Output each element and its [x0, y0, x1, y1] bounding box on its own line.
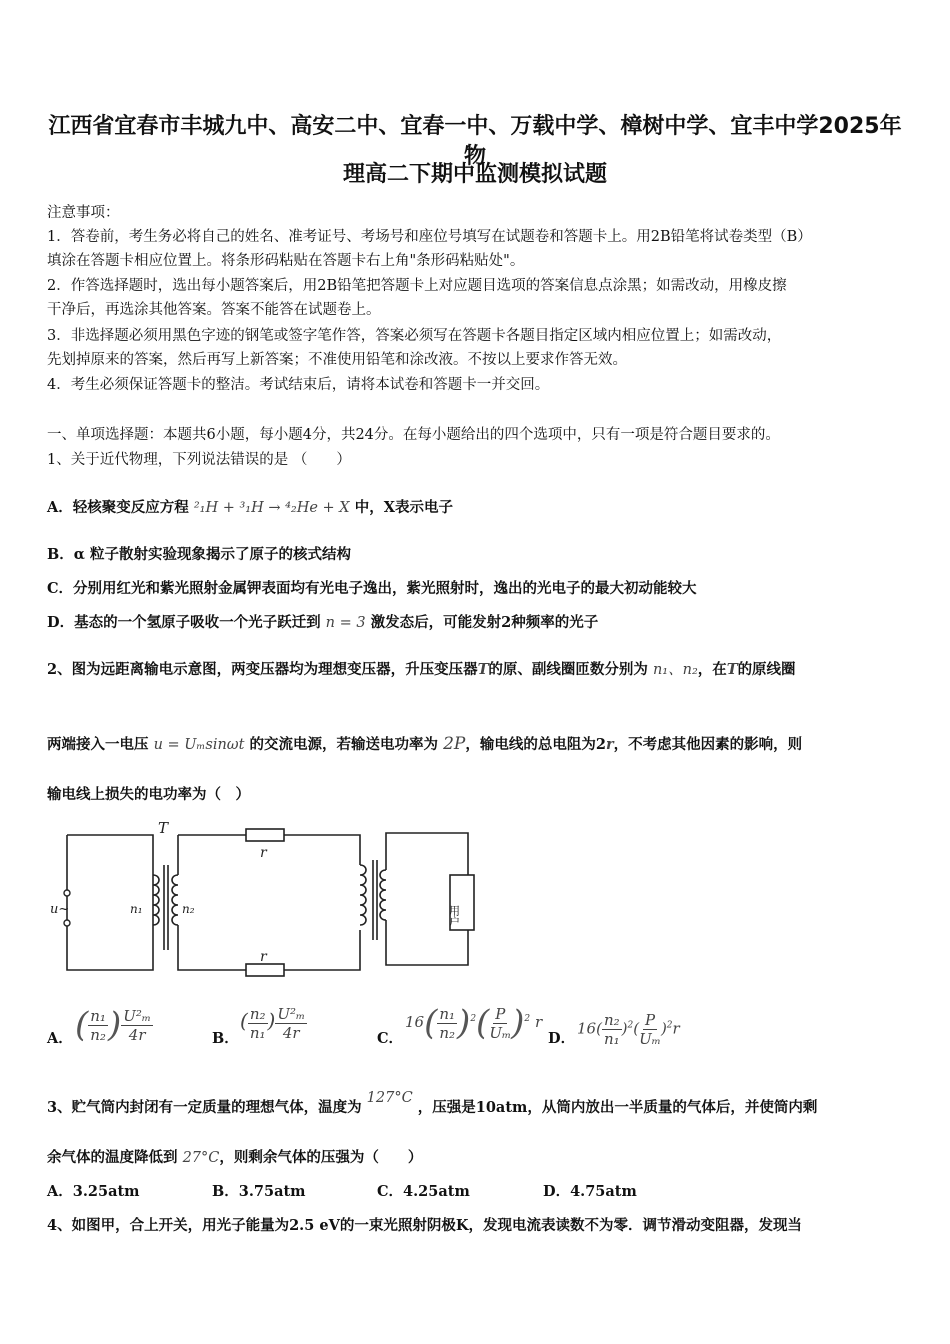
q2-option-b-label: B． — [212, 1030, 239, 1047]
q2-text: ，输电线的总电阻为2 — [465, 736, 606, 753]
exam-title-line2: 理高二下期中监测模拟试题 — [342, 162, 607, 187]
q2-option-d-formula: 16( $\frac{\text{n₂}}{\text{n₁}}$ )$^2$( $\frac{P}{\text{Uₘ}}$ )$^2$r — [577, 1011, 680, 1048]
q1-stem: 1、关于近代物理，下列说法错误的是 （ ） — [47, 452, 351, 468]
coef-16: 16 — [405, 1013, 425, 1031]
q2-r: r — [605, 736, 614, 753]
q2-T: T — [726, 661, 738, 678]
frac-n2: n₂ — [249, 1005, 266, 1023]
q1-option-a — [47, 498, 453, 518]
frac-n2: n₂ — [439, 1023, 456, 1042]
q3-option-d: D．4.75atm — [543, 1183, 637, 1200]
frac-n1: n₁ — [90, 1006, 106, 1025]
notice-line: 4．考生必须保证答题卡的整洁。考试结束后，请将本试卷和答题卡一并交回。 — [47, 377, 550, 393]
q2-text: 两端接入一电压 — [47, 736, 149, 753]
var-r: r — [672, 1019, 680, 1038]
diagram-label-n1: n₁ — [130, 902, 143, 916]
frac-um: Uₘ — [489, 1023, 512, 1042]
section-heading: 一、单项选择题：本题共6小题，每小题4分，共24分。在每小题给出的四个选项中，只有一项是符合题目要求的。 — [47, 427, 780, 443]
notice-line: 填涂在答题卡相应位置上。将条形码粘贴在答题卡右上角"条形码粘贴处"。 — [47, 253, 525, 269]
q2-text: 的交流电源，若输送电功率为 — [249, 736, 439, 753]
q4-line1: 4、如图甲，合上开关，用光子能量为2.5 eV的一束光照射阴极K，发现电流表读数不为零．调节滑动变阻器，发现当 — [47, 1217, 802, 1234]
frac-um2: U²ₘ — [123, 1006, 152, 1025]
power-2P: 2P — [443, 734, 466, 754]
q2-option-b-formula: ( $\frac{\text{n₂}}{\text{n₁}}$ ) $\frac{\text{U²ₘ}}{4r}$ — [240, 1005, 306, 1042]
q2-text: 2、图为远距离输电示意图，两变压器均为理想变压器，升压变压器 — [47, 661, 478, 678]
frac-um2: U²ₘ — [277, 1005, 306, 1023]
q1-option-b: B．α 粒子散射实验现象揭示了原子的核式结构 — [47, 546, 351, 563]
q1-d-prefix: D．基态的一个氢原子吸收一个光子跃迁到 — [47, 614, 321, 631]
notice-line: 干净后，再选涂其他答案。答案不能答在试题卷上。 — [47, 302, 381, 318]
frac-4r: 4r — [128, 1025, 146, 1044]
q1-option-d — [47, 613, 598, 633]
q3-line1 — [47, 1090, 818, 1118]
q2-option-c-formula: 16( $\frac{\text{n₁}}{\text{n₂}}$ )$^2$( $\frac{P}{\text{Uₘ}}$ )$^2$ r — [405, 1003, 543, 1043]
var-r: r — [534, 1013, 543, 1031]
notice-line: 3．非选择题必须用黑色字迹的钢笔或签字笔作答，答案必须写在答题卡各题目指定区域内相应位置上；如需改动， — [47, 328, 782, 344]
voltage-expression: u = Uₘsinωt — [153, 737, 245, 753]
transmission-circuit-diagram — [50, 815, 480, 985]
diagram-label-T: T — [158, 819, 169, 837]
q2-line3: 输电线上损失的电功率为（ ） — [47, 786, 250, 803]
q3-text: ，压强是10atm，从筒内放出一半质量的气体后，并使筒内剩 — [417, 1099, 818, 1116]
q3-option-c: C．4.25atm — [377, 1183, 470, 1200]
q1-a-suffix: 中，X表示电子 — [354, 499, 453, 516]
q3-text: 3、贮气筒内封闭有一定质量的理想气体，温度为 — [47, 1099, 362, 1116]
terminal-icon — [64, 920, 70, 926]
q2-text: 的原、副线圈匝数分别为 — [488, 661, 648, 678]
q2-option-d-label: D． — [548, 1030, 576, 1047]
diagram-label-u: u~ — [50, 902, 70, 917]
q2-text: ，在 — [697, 661, 727, 678]
q3-option-b: B．3.75atm — [212, 1183, 306, 1200]
temp-127c: 127°C — [366, 1090, 413, 1106]
q2-line2 — [47, 734, 802, 755]
q3-text: ，则剩余气体的压强为（ ） — [219, 1149, 423, 1166]
q2-T: T — [477, 661, 489, 678]
exam-title-line1: 江西省宜春市丰城九中、高安二中、宜春一中、万载中学、樟树中学、宜丰中学2025年物 — [48, 114, 902, 169]
terminal-icon — [64, 890, 70, 896]
frac-n1: n₁ — [249, 1024, 266, 1042]
diagram-label-user: 用户 — [447, 905, 461, 927]
diagram-label-r-bottom: r — [260, 949, 267, 965]
frac-P: P — [644, 1011, 656, 1029]
notice-line: 2．作答选择题时，选出每小题答案后，用2B铅笔把答题卡上对应题目选项的答案信息点涂黑；如需改动，用橡皮擦 — [47, 278, 787, 294]
diagram-label-r-top: r — [260, 845, 267, 861]
frac-4r: 4r — [282, 1024, 300, 1042]
q1-d-suffix: 激发态后，可能发射2种频率的光子 — [370, 614, 599, 631]
q3-line2 — [47, 1148, 422, 1168]
frac-P: P — [495, 1004, 506, 1023]
frac-um: Uₘ — [639, 1030, 661, 1048]
n-equals-3: n = 3 — [325, 615, 366, 631]
q3-option-a: A．3.25atm — [47, 1183, 140, 1200]
q3-text: 余气体的温度降低到 — [47, 1149, 178, 1166]
q1-option-c: C．分别用红光和紫光照射金属钾表面均有光电子逸出，紫光照射时，逸出的光电子的最大初动能较大 — [47, 580, 697, 597]
notice-heading: 注意事项： — [47, 205, 120, 221]
q2-option-a-formula: ( $\frac{\text{n₁}}{\text{n₂}}$ ) $\frac{\text{U²ₘ}}{4r}$ — [75, 1005, 152, 1045]
turns-n1-n2: n₁、n₂ — [652, 662, 698, 678]
frac-n1: n₁ — [603, 1030, 620, 1048]
temp-27c: 27°C — [182, 1150, 220, 1166]
q1-a-prefix: A．轻核聚变反应方程 — [47, 499, 189, 516]
q2-line1 — [47, 660, 796, 680]
notice-line: 先划掉原来的答案，然后再写上新答案；不准使用铅笔和涂改液。不按以上要求作答无效。 — [47, 352, 627, 368]
q2-option-a-label: A． — [47, 1030, 73, 1047]
frac-n1: n₁ — [439, 1004, 456, 1023]
fusion-equation: ²₁H + ³₁H → ⁴₂He + X — [193, 500, 350, 516]
coef-16: 16 — [577, 1019, 597, 1038]
diagram-label-n2: n₂ — [182, 902, 195, 916]
q2-text: 的原线圈 — [737, 661, 796, 678]
q2-text: ，不考虑其他因素的影响，则 — [613, 736, 803, 753]
notice-line: 1．答卷前，考生务必将自己的姓名、准考证号、考场号和座位号填写在试题卷和答题卡上。用2B铅笔将试卷类型（B） — [47, 229, 812, 245]
frac-n2: n₂ — [90, 1025, 106, 1044]
q2-option-c-label: C． — [377, 1030, 404, 1047]
frac-n2: n₂ — [603, 1011, 620, 1029]
